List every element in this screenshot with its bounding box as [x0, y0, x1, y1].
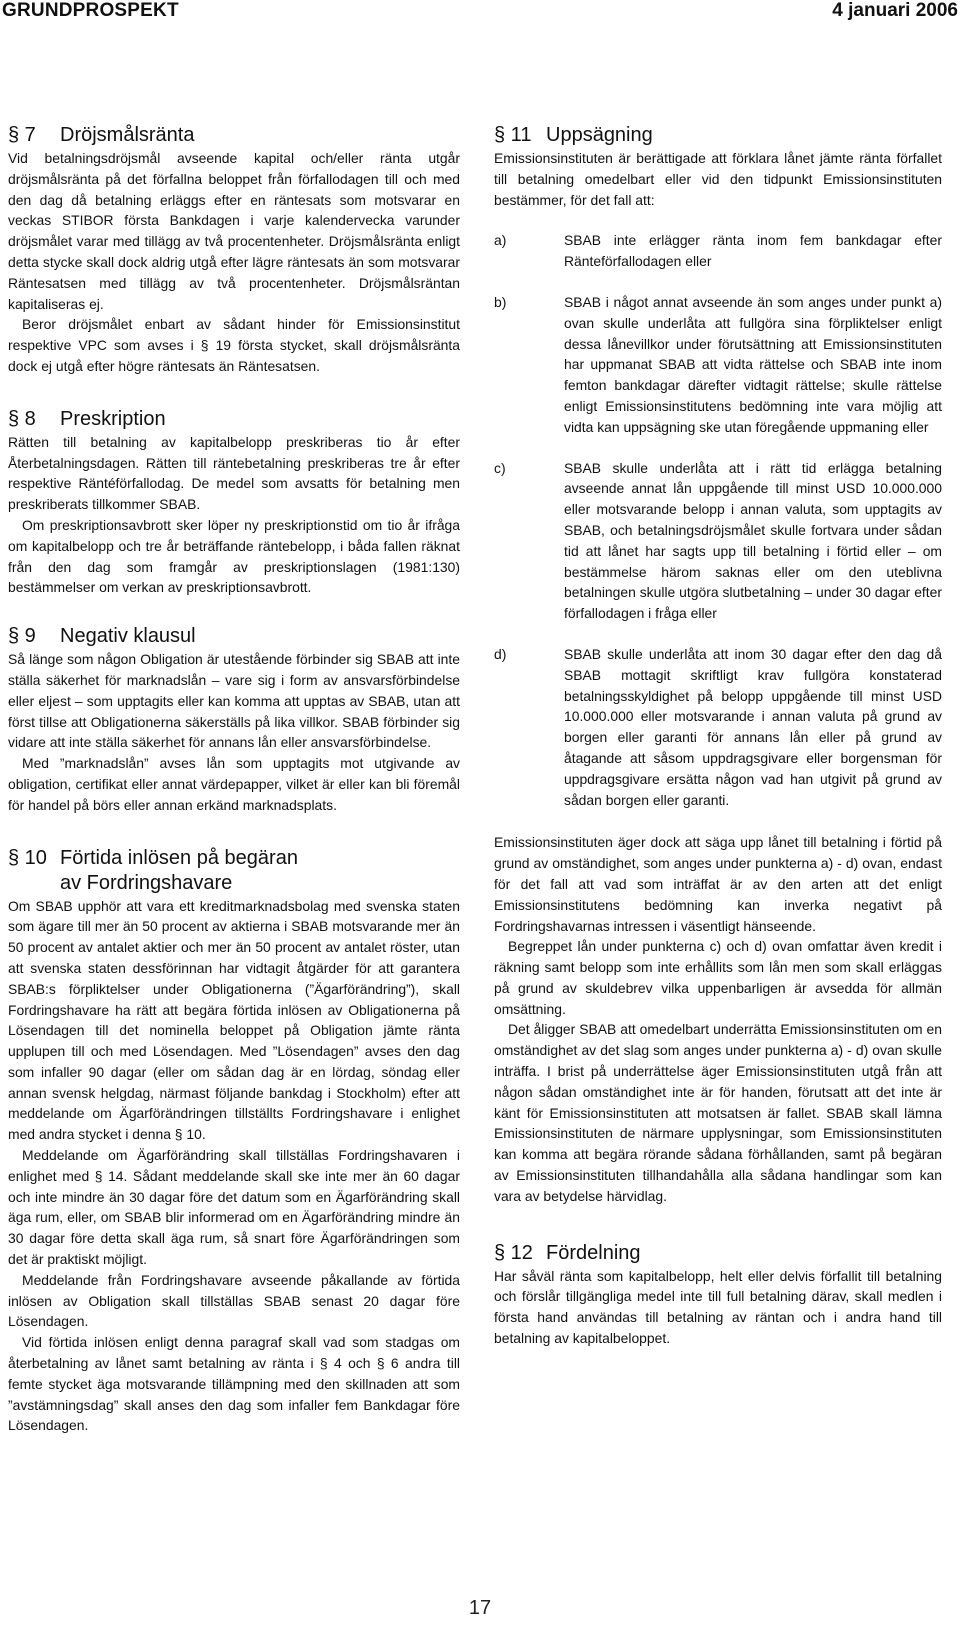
section-heading — [8, 624, 460, 649]
paragraph: Om SBAB upphör att vara ett kreditmarknadsbolag med svenska staten som ägare till mer än 50 procent av aktierna i SBAB motsvarande mer än 50 procent av antalet aktier och mer än 50 procent av antalet röster, utan att svenska staten dessförinnan har vidtagit åtgärder för att garantera SBAB:s förpliktelser under Obligationerna (”Ägarförändring”), skall Fordringshavare ha rätt att begära förtida inlösen av Obligationerna på Lösendagen till det nominella beloppet på Obligation jämte ränta upplupen till och med Lösendagen. Med ”Lösendagen” avses den dag som infaller 90 dagar (eller om sådan dag är en lördag, söndag eller annan svensk helgdag, närmast följande bankdag i Stockholm) efter att meddelande om Ägarförändringen tillställts Fordringshavare i enlighet med andra stycket i denna § 10. — [8, 897, 460, 1143]
list-item-label: c) — [494, 459, 506, 476]
list-item-label: d) — [494, 645, 507, 662]
paragraph: Meddelande från Fordringshavare avseende påkallande av förtida inlösen av Obligation skall tillställas SBAB senast 20 dagar före Lösendagen. — [8, 1271, 460, 1330]
section-number: § 12 — [494, 1241, 533, 1264]
section-number: § 7 — [8, 124, 36, 146]
section-12 — [494, 1241, 942, 1349]
list-item-label: b) — [494, 293, 507, 310]
document-date: 4 januari 2006 — [832, 0, 958, 21]
paragraph: Har såväl ränta som kapitalbelopp, helt eller delvis förfallit till betalning och förslår tillgängliga medel inte till full betalning därav, skall medlen i första hand användas till betalning av räntan och i andra hand till betalning av kapitalbeloppet. — [494, 1267, 942, 1347]
section-heading — [494, 1241, 942, 1266]
list-item-text: SBAB i något annat avseende än som anges under punkt a) ovan skulle underlåta att fullgöra sina förpliktelser enligt dessa lånevillkor under förutsättning att Emissionsinstituten har uppmanat SBAB att vidta rättelse och SBAB inte inom femton bankdagar därefter vidtagit rättelse; skulle rättelse enligt Emissionsinstitutens bedömning inte vara möjlig att vidta kan uppsägning ske utan föregående uppmaning eller — [564, 293, 942, 435]
section-title: Preskription — [60, 407, 166, 430]
page-number: 17 — [468, 1597, 492, 1619]
list-item — [494, 292, 942, 438]
paragraph: Meddelande om Ägarförändring skall tillställas Fordringshavaren i enlighet med § 14. Sådant meddelande skall ske inte mer än 60 dagar och inte mindre än 30 dagar före det datum som en Ägarförändring skall äga rum, eller, om SBAB blir informerad om en Ägarförändring mindre än 30 dagar före detta skall äga rum, så snart före Ägarförändringen som det är praktiskt möjligt. — [8, 1147, 460, 1268]
section-number: § 11 — [494, 124, 532, 146]
section-title: Fördelning — [546, 1241, 641, 1264]
paragraph: Så länge som någon Obligation är utestående förbinder sig SBAB att inte ställa säkerhet för marknadslån – vare sig i form av ansvarsförbindelse eller eljest – som upptagits eller kan komma att upptas av SBAB, utan att först tillse att Obligationerna säkerställs på lika villkor. SBAB förbinder sig vidare att inte ställa säkerhet för annans lån eller ansvarsförbindelse. — [8, 651, 460, 751]
list-item — [494, 644, 942, 810]
paragraph: Emissionsinstituten äger dock att säga upp lånet till betalning i förtid på grund av omständighet, som anges under punkterna a) - d) ovan, endast för det fall att vad som inträffat är av den arten att det enligt Emissionsinstitutens bedömning kan inverka negativt på Fordringshavarnas intressen i väsentligt hänseende. — [494, 834, 942, 934]
section-9 — [8, 624, 460, 815]
section-heading — [8, 123, 460, 148]
section-11 — [494, 123, 942, 1207]
paragraph: Vid betalningsdröjsmål avseende kapital och/eller ränta utgår dröjsmålsränta på det förfallna beloppet från förfallodagen till och med den dag då betalning erläggs efter en räntesats som motsvarar en veckas STIBOR första Bankdagen i varje kalendervecka varunder dröjsmålet varar med tillägg av två procentenheter. Dröjsmålsränta enligt detta stycke skall dock aldrig utgå efter lägre räntesats än som motsvarar Räntesatsen med tillägg av två procentenheter. Dröjsmålsräntan kapitaliseras ej. — [8, 150, 460, 312]
list-item — [494, 458, 942, 624]
section-title: Dröjsmålsränta — [60, 124, 195, 146]
paragraph: Om preskriptionsavbrott sker löper ny preskriptionstid om tio år ifråga om kapitalbelopp och tre år beträffande räntebelopp, i båda fallen räknat från den dag som framgår av preskriptionslagen (1981:130) bestämmelser om verkan av preskriptionsavbrott. — [8, 516, 460, 596]
section-heading — [494, 123, 942, 148]
paragraph: Emissionsinstituten är berättigade att förklara lånet jämte ränta förfallet till betalning omedelbart eller vid den tidpunkt Emissionsinstituten bestämmer, för det fall att: — [494, 150, 942, 208]
paragraph: Begreppet lån under punkterna c) och d) ovan omfattar även kredit i räkning samt belopp som inte erhållits som lån men som skall erläggas på grund av skuldebrev vilka uppenbarligen är avsedda för allmän omsättning. — [494, 938, 942, 1017]
list-item-text: SBAB skulle underlåta att inom 30 dagar efter den dag då SBAB mottagit skriftligt krav fullgöra konstaterad betalningsskyldighet på belopp uppgående till minst USD 10.000.000 eller motsvarande i annan valuta på grund av borgen eller garanti för annans lån eller på grund av åtagande att såsom uppdragsgivare eller borgensman för uppdragsgivare ersätta någon vad han utgivit på grund av sådan borgen eller garanti. — [564, 645, 942, 808]
section-7 — [8, 123, 460, 377]
section-heading — [8, 846, 460, 896]
list-item-text: SBAB inte erlägger ränta inom fem bankdagar efter Ränteförfallodagen eller — [564, 232, 942, 270]
paragraph: Vid förtida inlösen enligt denna paragraf skall vad som stadgas om återbetalning av lånet samt betalning av ränta i § 4 och § 6 andra till femte stycket äga motsvarande tillämpning med den skillnaden att som ”avstämningsdag” skall anses den dag som infaller fem Bankdagar före Lösendagen. — [8, 1334, 460, 1434]
list-item-text: SBAB skulle underlåta att i rätt tid erlägga betalning avseende annat lån uppgående till minst USD 10.000.000 eller motsvarande belopp i annan valuta, som upptagits av SBAB, och betalningsdröjsmålet skulle fortvara under sådan tid att lånet har sagts upp till betalning i förtid eller – om bestämmelse härom saknas eller om den uteblivna betalningen skulle utgöra slutbetalning – under 30 dagar efter förfallodagen i fråga eller — [564, 459, 942, 622]
paragraph: Med ”marknadslån” avses lån som upptagits mot utgivande av obligation, certifikat eller annat värdepapper, vilket är eller kan bli föremål för handel på börs eller annan erkänd marknadsplats. — [8, 755, 460, 813]
section-8 — [8, 407, 460, 598]
page-header — [0, 0, 960, 22]
paragraph: Det åligger SBAB att omedelbart underrätta Emissionsinstituten om en omständighet av det slag som anges under punkterna a) - d) ovan skulle inträffa. I brist på underrättelse äger Emissionsinstituten utgå från att någon sådan omständighet inte är för handen, förutsatt att det inte är känt för Emissionsinstituten att motsatsen är fallet. SBAB skall lämna Emissionsinstituten de närmare upplysningar, som Emissionsinstituten kan komma att begära rörande sådana förhållanden, samt på begäran av Emissionsinstituten tillhandahålla alla sådana handlingar som kan vara av betydelse härvidlag. — [494, 1021, 942, 1204]
section-number: § 8 — [8, 407, 36, 430]
list-item-label: a) — [494, 232, 507, 249]
right-column — [494, 123, 942, 1349]
section-10 — [8, 846, 460, 1437]
document-title: GRUNDPROSPEKT — [2, 0, 179, 21]
section-title: Uppsägning — [546, 124, 653, 146]
left-column — [8, 123, 460, 1436]
section-title-line-1: Förtida inlösen på begäran — [60, 846, 298, 869]
section-number: § 10 — [8, 846, 47, 869]
section-title-line-2: av Fordringshavare — [60, 871, 233, 894]
paragraph: Beror dröjsmålet enbart av sådant hinder för Emissionsinstitut respektive VPC som avses i § 19 första stycket, skall dröjsmålsränta dock ej utgå efter högre räntesats än Räntesatsen. — [8, 316, 460, 374]
paragraph: Rätten till betalning av kapitalbelopp preskriberas tio år efter Återbetalningsdagen. Rätten till räntebetalning preskriberas tre år efter respektive Räntéförfallodag. De medel som avsatts för betalning men preskriberats tillkommer SBAB. — [8, 433, 460, 513]
section-heading — [8, 407, 460, 432]
list-item — [494, 230, 942, 272]
section-number: § 9 — [8, 625, 36, 648]
section-title: Negativ klausul — [60, 625, 196, 648]
